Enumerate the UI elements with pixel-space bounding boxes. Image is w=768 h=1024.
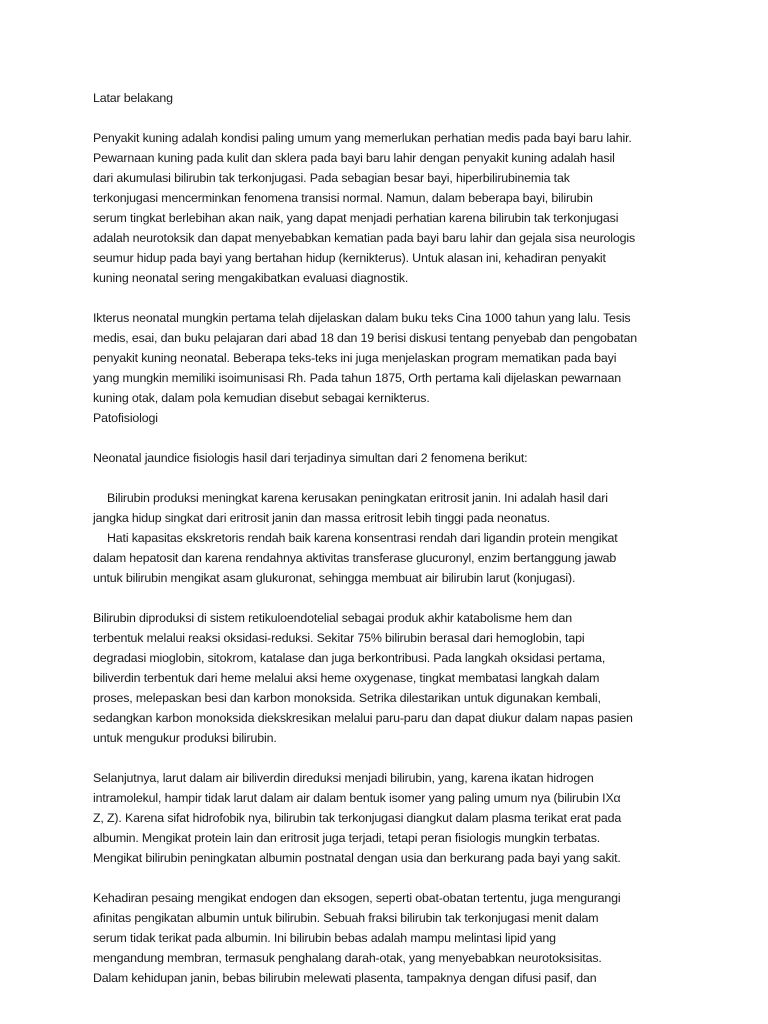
text-line: dalam hepatosit dan karena rendahnya aktivitas transferase glucuronyl, enzim bertanggung jawab [93, 551, 617, 565]
paragraph-2 [93, 308, 733, 408]
text-line: mengandung membran, termasuk penghalang darah-otak, yang menyebabkan neurotoksisitas. [93, 951, 602, 965]
text-line: kuning neonatal sering mengakibatkan evaluasi diagnostik. [93, 271, 409, 285]
text-line: untuk bilirubin mengikat asam glukuronat, sehingga membuat air bilirubin larut (konjugasi). [93, 571, 576, 585]
text-line: afinitas pengikatan albumin untuk bilirubin. Sebuah fraksi bilirubin tak terkonjugasi menit dalam [93, 911, 599, 925]
text-line: Mengikat bilirubin peningkatan albumin postnatal dengan usia dan berkurang pada bayi yang sakit. [93, 851, 621, 865]
text-line: Z, Z). Karena sifat hidrofobik nya, bilirubin tak terkonjugasi diangkut dalam plasma terikat erat pada [93, 811, 622, 825]
text-line: serum tidak terikat pada albumin. Ini bilirubin bebas adalah mampu melintasi lipid yang [93, 931, 556, 945]
text-line: Selanjutnya, larut dalam air biliverdin direduksi menjadi bilirubin, yang, karena ikatan hidrogen [93, 771, 594, 785]
text-line: intramolekul, hampir tidak larut dalam air dalam bentuk isomer yang paling umum nya (bilirubin IXα [93, 791, 621, 805]
text-line: Kehadiran pesaing mengikat endogen dan eksogen, seperti obat-obatan tertentu, juga mengurangi [93, 891, 621, 905]
text-line: Neonatal jaundice fisiologis hasil dari terjadinya simultan dari 2 fenomena berikut: [93, 451, 528, 465]
paragraph-5 [93, 768, 733, 868]
paragraph-1 [93, 128, 733, 288]
text-line: Ikterus neonatal mungkin pertama telah dijelaskan dalam buku teks Cina 1000 tahun yang lalu. Tesis [93, 311, 631, 325]
text-line: adalah neurotoksik dan dapat menyebabkan kematian pada bayi baru lahir dan gejala sisa neurologis [93, 231, 636, 245]
spacer [93, 868, 733, 888]
text-line: medis, esai, dan buku pelajaran dari abad 18 dan 19 berisi diskusi tentang penyebab dan pengobatan [93, 331, 637, 345]
text-line: Bilirubin produksi meningkat karena kerusakan peningkatan eritrosit janin. Ini adalah hasil dari [107, 491, 608, 505]
document-page [93, 88, 733, 988]
spacer [93, 748, 733, 768]
heading-pathophysiology: Patofisiologi [93, 411, 158, 425]
spacer [93, 288, 733, 308]
spacer [93, 428, 733, 448]
text-line: seumur hidup pada bayi yang bertahan hidup (kernikterus). Untuk alasan ini, kehadiran penyakit [93, 251, 606, 265]
paragraph-6 [93, 888, 733, 988]
heading-background: Latar belakang [93, 91, 173, 105]
text-line: Pewarnaan kuning pada kulit dan sklera pada bayi baru lahir dengan penyakit kuning adalah hasil [93, 151, 615, 165]
text-line: degradasi mioglobin, sitokrom, katalase dan juga berkontribusi. Pada langkah oksidasi pertama, [93, 651, 606, 665]
text-line: kuning otak, dalam pola kemudian disebut sebagai kernikterus. [93, 391, 430, 405]
text-line: yang mungkin memiliki isoimunisasi Rh. Pada tahun 1875, Orth pertama kali dijelaskan pewarnaan [93, 371, 621, 385]
text-line: terkonjugasi mencerminkan fenomena transisi normal. Namun, dalam beberapa bayi, bilirubin [93, 191, 593, 205]
text-line: biliverdin terbentuk dari heme melalui aksi heme oxygenase, tingkat membatasi langkah dalam [93, 671, 600, 685]
list-item-1 [93, 488, 733, 528]
text-line: terbentuk melalui reaksi oksidasi-reduksi. Sekitar 75% bilirubin berasal dari hemoglobin, tapi [93, 631, 585, 645]
text-line: Bilirubin diproduksi di sistem retikuloendotelial sebagai produk akhir katabolisme hem dan [93, 611, 572, 625]
text-line: sedangkan karbon monoksida diekskresikan melalui paru-paru dan dapat diukur dalam napas pasien [93, 711, 633, 725]
text-line: serum tingkat berlebihan akan naik, yang dapat menjadi perhatian karena bilirubin tak terkonjugasi [93, 211, 619, 225]
text-line: penyakit kuning neonatal. Beberapa teks-teks ini juga menjelaskan program mematikan pada bayi [93, 351, 617, 365]
text-line: Dalam kehidupan janin, bebas bilirubin melewati plasenta, tampaknya dengan difusi pasif, dan [93, 971, 597, 985]
text-line: dari akumulasi bilirubin tak terkonjugasi. Pada sebagian besar bayi, hiperbilirubinemia tak [93, 171, 570, 185]
text-line: untuk mengukur produksi bilirubin. [93, 731, 277, 745]
list-item-2 [93, 528, 733, 588]
text-line: proses, melepaskan besi dan karbon monoksida. Setrika dilestarikan untuk digunakan kembali, [93, 691, 601, 705]
paragraph-4 [93, 608, 733, 748]
text-line: Penyakit kuning adalah kondisi paling umum yang memerlukan perhatian medis pada bayi baru lahir. [93, 131, 632, 145]
text-line: albumin. Mengikat protein lain dan eritrosit juga terjadi, tetapi peran fisiologis mungkin terbatas. [93, 831, 601, 845]
spacer [93, 468, 733, 488]
paragraph-3 [93, 448, 733, 468]
spacer [93, 108, 733, 128]
spacer [93, 588, 733, 608]
text-line: Hati kapasitas ekskretoris rendah baik karena konsentrasi rendah dari ligandin protein mengikat [107, 531, 618, 545]
text-line: jangka hidup singkat dari eritrosit janin dan massa eritrosit lebih tinggi pada neonatus. [93, 511, 551, 525]
